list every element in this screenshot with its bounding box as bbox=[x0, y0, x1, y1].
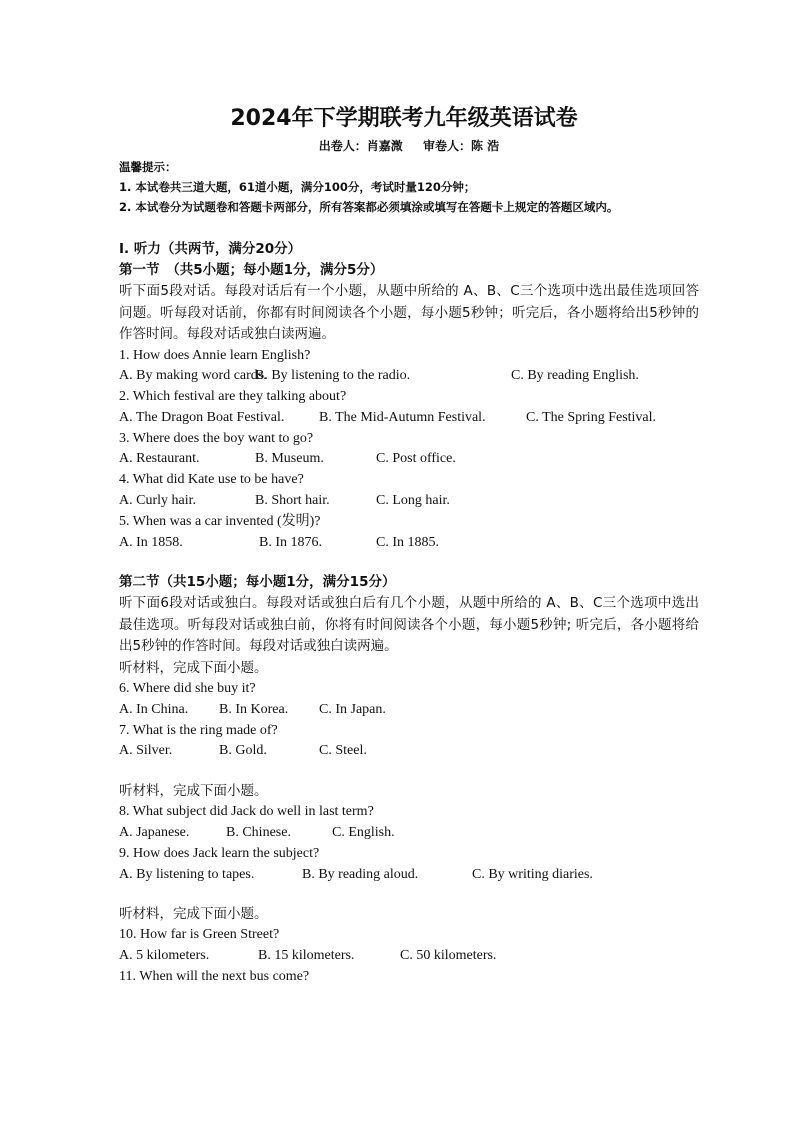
option-a: A. By listening to tapes. bbox=[119, 866, 255, 882]
option-b: B. By reading aloud. bbox=[302, 866, 419, 882]
tips-block bbox=[119, 157, 699, 217]
group-lead: 听材料，完成下面小题。 bbox=[119, 659, 268, 676]
reviewer-name: 审卷人：陈 浩 bbox=[423, 139, 500, 153]
option-row bbox=[119, 865, 699, 886]
option-row bbox=[119, 741, 699, 762]
option-b: B. Short hair. bbox=[255, 493, 330, 509]
option-c: C. In 1885. bbox=[376, 534, 439, 550]
group-lead: 听材料，完成下面小题。 bbox=[119, 783, 268, 800]
option-b: B. In 1876. bbox=[259, 534, 322, 550]
option-b: B. The Mid-Autumn Festival. bbox=[319, 409, 486, 425]
question-text: 2. Which festival are they talking about? bbox=[119, 389, 347, 405]
option-row bbox=[119, 491, 699, 512]
option-c: C. By writing diaries. bbox=[472, 866, 593, 882]
option-row bbox=[119, 449, 699, 470]
question-text: 7. What is the ring made of? bbox=[119, 722, 278, 738]
exam-page bbox=[119, 104, 699, 988]
option-c: C. 50 kilometers. bbox=[400, 948, 497, 964]
option-b: B. By listening to the radio. bbox=[255, 368, 411, 384]
part-title: I. 听力（共两节，满分20分） bbox=[119, 241, 302, 257]
option-c: C. Steel. bbox=[319, 743, 367, 759]
option-a: A. The Dragon Boat Festival. bbox=[119, 409, 285, 425]
tip-item: 2. 本试卷分为试题卷和答题卡两部分，所有答案都必须填涂或填写在答题卡上规定的答题区域内。 bbox=[119, 200, 619, 214]
section-title: 第二节（共15小题；每小题1分，满分15分） bbox=[119, 574, 396, 591]
option-c: C. Long hair. bbox=[376, 493, 450, 509]
option-row bbox=[119, 700, 699, 721]
author-name: 出卷人：肖嘉溦 bbox=[318, 139, 403, 153]
option-c: C. Post office. bbox=[376, 451, 456, 467]
option-c: C. The Spring Festival. bbox=[526, 409, 657, 425]
question-text: 8. What subject did Jack do well in last term? bbox=[119, 804, 374, 820]
option-a: A. In China. bbox=[119, 701, 189, 717]
section-title: 第一节 （共5小题；每小题1分，满分5分） bbox=[119, 262, 384, 278]
exam-title: 2024年下学期联考九年级英语试卷 bbox=[230, 106, 578, 131]
group-lead: 听材料，完成下面小题。 bbox=[119, 906, 268, 923]
question-text: 6. Where did she buy it? bbox=[119, 680, 256, 696]
question-list bbox=[119, 346, 699, 554]
option-b: B. Museum. bbox=[255, 451, 324, 467]
option-a: A. Curly hair. bbox=[119, 493, 196, 509]
option-a: A. Silver. bbox=[119, 743, 173, 759]
question-text: 5. When was a car invented (发明)? bbox=[119, 513, 321, 529]
option-row bbox=[119, 408, 699, 429]
question-text: 10. How far is Green Street? bbox=[119, 927, 280, 943]
option-a: A. 5 kilometers. bbox=[119, 948, 210, 964]
option-row bbox=[119, 366, 699, 387]
question-text: 11. When will the next bus come? bbox=[119, 968, 310, 984]
tip-item: 1. 本试卷共三道大题，61道小题，满分100分，考试时量120分钟； bbox=[119, 180, 476, 194]
option-row bbox=[119, 533, 699, 554]
section-instructions: 听下面5段对话。每段对话后有一个小题，从题中所给的 A、B、C三个选项中选出最佳选项回答问题。听每段对话前，你都有时间阅读各个小题，每小题5秒钟；听完后，各小题将给出5秒钟的作答时间。每段对话或独白读两遍。 bbox=[119, 283, 699, 342]
option-b: B. Gold. bbox=[219, 743, 267, 759]
option-a: A. By making word cards. bbox=[119, 368, 267, 384]
option-a: A. Japanese. bbox=[119, 824, 190, 840]
option-row bbox=[119, 946, 699, 967]
tips-heading: 温馨提示： bbox=[119, 160, 177, 174]
option-b: B. Chinese. bbox=[226, 824, 291, 840]
option-a: A. Restaurant. bbox=[119, 451, 200, 467]
question-text: 4. What did Kate use to be have? bbox=[119, 472, 304, 488]
section-instructions: 听下面6段对话或独白。每段对话或独白后有几个小题，从题中所给的 A、B、C三个选项中选出最佳选项。听每段对话或独白前，你将有时间阅读各个小题，每小题5秒钟; 听完后，各小题将给出5秒钟的作答时间。每段对话或独白读两遍。 bbox=[119, 595, 699, 655]
exam-authors bbox=[119, 137, 699, 155]
question-text: 3. Where does the boy want to go? bbox=[119, 430, 314, 446]
option-b: B. 15 kilometers. bbox=[258, 948, 355, 964]
option-c: C. English. bbox=[332, 824, 395, 840]
option-a: A. In 1858. bbox=[119, 534, 183, 550]
option-c: C. In Japan. bbox=[319, 701, 386, 717]
option-b: B. In Korea. bbox=[219, 701, 289, 717]
option-row bbox=[119, 823, 699, 844]
option-c: C. By reading English. bbox=[511, 368, 639, 384]
question-text: 1. How does Annie learn English? bbox=[119, 347, 311, 363]
question-text: 9. How does Jack learn the subject? bbox=[119, 845, 320, 861]
